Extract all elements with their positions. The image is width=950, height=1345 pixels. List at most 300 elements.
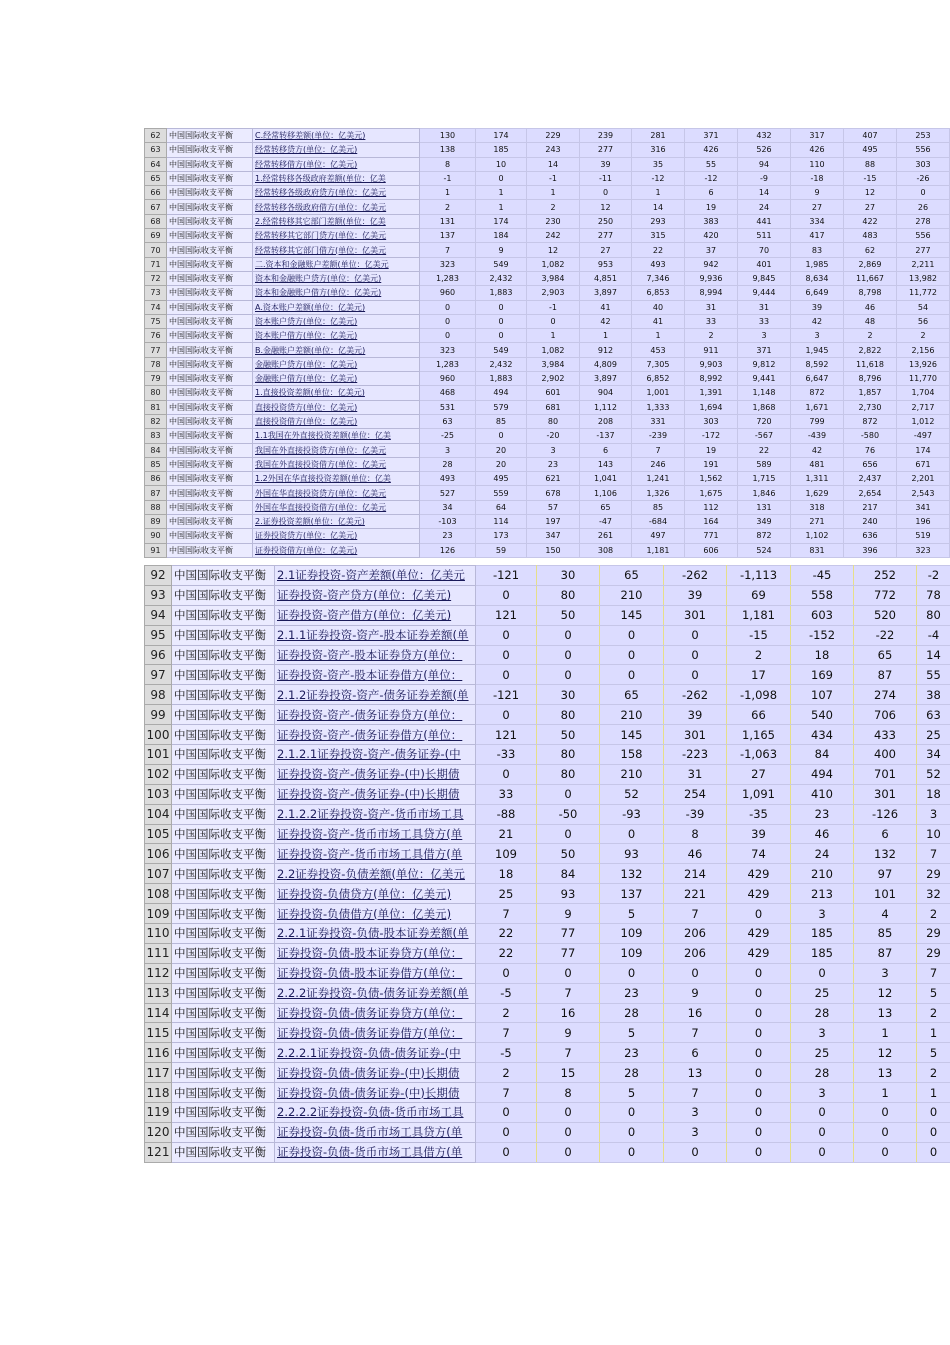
source-cell[interactable]: 中国国际收支平衡 — [167, 243, 253, 257]
source-cell[interactable]: 中国国际收支平衡 — [172, 784, 275, 804]
value-cell[interactable]: 531 — [420, 400, 476, 414]
indicator-link-cell[interactable]: 证券投资贷方(单位：亿美元) — [253, 529, 420, 543]
value-cell[interactable]: 308 — [580, 543, 632, 557]
value-cell[interactable]: 0 — [791, 1122, 854, 1142]
value-cell[interactable]: 31 — [738, 300, 791, 314]
value-cell[interactable]: 39 — [664, 585, 727, 605]
value-cell[interactable]: 701 — [854, 764, 917, 784]
value-cell[interactable]: 7,305 — [632, 357, 685, 371]
value-cell[interactable]: 101 — [854, 884, 917, 904]
value-cell[interactable]: 0 — [600, 1122, 664, 1142]
value-cell[interactable]: 7 — [420, 243, 476, 257]
value-cell[interactable]: 39 — [580, 157, 632, 171]
value-cell[interactable]: 3,984 — [527, 357, 580, 371]
row-number-header[interactable]: 66 — [145, 186, 167, 200]
value-cell[interactable]: 277 — [897, 243, 950, 257]
value-cell[interactable]: 84 — [537, 864, 600, 884]
source-cell[interactable]: 中国国际收支平衡 — [167, 286, 253, 300]
value-cell[interactable]: 6,649 — [791, 286, 844, 300]
value-cell[interactable]: 621 — [527, 472, 580, 486]
value-cell[interactable]: 2 — [476, 1063, 537, 1083]
value-cell[interactable]: 22 — [476, 924, 537, 944]
value-cell[interactable]: 8 — [420, 157, 476, 171]
value-cell[interactable]: 261 — [580, 529, 632, 543]
value-cell[interactable]: 277 — [580, 143, 632, 157]
value-cell[interactable]: 606 — [685, 543, 738, 557]
value-cell[interactable]: 0 — [537, 963, 600, 983]
row-number-header[interactable]: 63 — [145, 143, 167, 157]
row-number-header[interactable]: 78 — [145, 357, 167, 371]
value-cell[interactable]: 230 — [527, 214, 580, 228]
value-cell[interactable]: 62 — [844, 243, 897, 257]
value-cell[interactable]: 33 — [738, 314, 791, 328]
value-cell[interactable]: 303 — [685, 414, 738, 428]
value-cell[interactable]: 64 — [476, 500, 527, 514]
value-cell[interactable]: 953 — [580, 257, 632, 271]
value-cell[interactable]: 85 — [854, 924, 917, 944]
indicator-link-cell[interactable]: 经常转移借方(单位：亿美元) — [253, 157, 420, 171]
value-cell[interactable]: 579 — [476, 400, 527, 414]
value-cell[interactable]: 912 — [580, 343, 632, 357]
value-cell[interactable]: 0 — [791, 963, 854, 983]
source-cell[interactable]: 中国国际收支平衡 — [172, 764, 275, 784]
row-number-header[interactable]: 70 — [145, 243, 167, 257]
row-number-header[interactable]: 72 — [145, 271, 167, 285]
value-cell[interactable]: 138 — [420, 143, 476, 157]
value-cell[interactable]: 46 — [664, 844, 727, 864]
value-cell[interactable]: 18 — [791, 645, 854, 665]
row-number-header[interactable]: 92 — [145, 566, 172, 586]
value-cell[interactable]: 80 — [527, 414, 580, 428]
value-cell[interactable]: 1 — [527, 329, 580, 343]
value-cell[interactable]: 169 — [791, 665, 854, 685]
value-cell[interactable]: 315 — [632, 229, 685, 243]
value-cell[interactable]: 28 — [600, 1063, 664, 1083]
value-cell[interactable]: 80 — [917, 605, 950, 625]
value-cell[interactable]: 0 — [897, 186, 950, 200]
value-cell[interactable]: -1,098 — [727, 685, 791, 705]
value-cell[interactable]: -15 — [727, 625, 791, 645]
row-number-header[interactable]: 103 — [145, 784, 172, 804]
value-cell[interactable]: 1,082 — [527, 343, 580, 357]
value-cell[interactable]: 184 — [476, 229, 527, 243]
value-cell[interactable]: 601 — [527, 386, 580, 400]
value-cell[interactable]: 671 — [897, 457, 950, 471]
value-cell[interactable]: 13 — [854, 1003, 917, 1023]
row-number-header[interactable]: 84 — [145, 443, 167, 457]
value-cell[interactable]: 1,311 — [791, 472, 844, 486]
value-cell[interactable]: 0 — [420, 329, 476, 343]
value-cell[interactable]: 429 — [727, 884, 791, 904]
value-cell[interactable]: 2,432 — [476, 357, 527, 371]
value-cell[interactable]: 6 — [854, 824, 917, 844]
value-cell[interactable]: 27 — [580, 243, 632, 257]
row-number-header[interactable]: 91 — [145, 543, 167, 557]
value-cell[interactable]: 112 — [685, 500, 738, 514]
source-cell[interactable]: 中国国际收支平衡 — [167, 314, 253, 328]
value-cell[interactable]: 678 — [527, 486, 580, 500]
value-cell[interactable]: 2,432 — [476, 271, 527, 285]
value-cell[interactable]: 274 — [854, 685, 917, 705]
value-cell[interactable]: 559 — [476, 486, 527, 500]
value-cell[interactable]: 70 — [738, 243, 791, 257]
indicator-link-cell[interactable]: 1.直接投资差额(单位：亿美元) — [253, 386, 420, 400]
value-cell[interactable]: 396 — [844, 543, 897, 557]
value-cell[interactable]: 9,441 — [738, 372, 791, 386]
value-cell[interactable]: 2,156 — [897, 343, 950, 357]
value-cell[interactable]: 2 — [897, 329, 950, 343]
source-cell[interactable]: 中国国际收支平衡 — [172, 844, 275, 864]
value-cell[interactable]: 831 — [791, 543, 844, 557]
value-cell[interactable]: 3,897 — [580, 286, 632, 300]
value-cell[interactable]: 1,715 — [738, 472, 791, 486]
value-cell[interactable]: 7,346 — [632, 271, 685, 285]
value-cell[interactable]: 25 — [791, 1043, 854, 1063]
indicator-link-cell[interactable]: 经常转移其它部门借方(单位：亿美元 — [253, 243, 420, 257]
value-cell[interactable]: 483 — [844, 229, 897, 243]
value-cell[interactable]: 1,326 — [632, 486, 685, 500]
value-cell[interactable]: 19 — [685, 443, 738, 457]
value-cell[interactable]: -172 — [685, 429, 738, 443]
row-number-header[interactable]: 106 — [145, 844, 172, 864]
value-cell[interactable]: 27 — [727, 764, 791, 784]
value-cell[interactable]: 55 — [685, 157, 738, 171]
value-cell[interactable]: 317 — [791, 129, 844, 143]
value-cell[interactable]: 383 — [685, 214, 738, 228]
value-cell[interactable]: 126 — [420, 543, 476, 557]
value-cell[interactable]: 1 — [527, 186, 580, 200]
value-cell[interactable]: 0 — [727, 1043, 791, 1063]
indicator-link-cell[interactable]: 证券投资-负债-债务证券-(中)长期债 — [275, 1083, 476, 1103]
value-cell[interactable]: 1 — [476, 186, 527, 200]
value-cell[interactable]: 30 — [537, 685, 600, 705]
row-number-header[interactable]: 88 — [145, 500, 167, 514]
value-cell[interactable]: 12 — [580, 200, 632, 214]
value-cell[interactable]: 0 — [727, 1063, 791, 1083]
value-cell[interactable]: 150 — [527, 543, 580, 557]
value-cell[interactable]: 0 — [476, 625, 537, 645]
value-cell[interactable]: -12 — [685, 171, 738, 185]
indicator-link-cell[interactable]: 证券投资-负债-债务证券-(中)长期债 — [275, 1063, 476, 1083]
row-number-header[interactable]: 115 — [145, 1023, 172, 1043]
value-cell[interactable]: 30 — [537, 566, 600, 586]
value-cell[interactable]: 1,165 — [727, 725, 791, 745]
value-cell[interactable]: 173 — [476, 529, 527, 543]
indicator-link-cell[interactable]: 证券投资-负债贷方(单位：亿美元) — [275, 884, 476, 904]
indicator-link-cell[interactable]: 2.经常转移其它部门差额(单位：亿美 — [253, 214, 420, 228]
value-cell[interactable]: 7 — [537, 983, 600, 1003]
row-number-header[interactable]: 94 — [145, 605, 172, 625]
value-cell[interactable]: 3,897 — [580, 372, 632, 386]
value-cell[interactable]: 1,001 — [632, 386, 685, 400]
indicator-link-cell[interactable]: 外国在华直接投资借方(单位：亿美元 — [253, 500, 420, 514]
value-cell[interactable]: 549 — [476, 257, 527, 271]
value-cell[interactable]: 0 — [600, 824, 664, 844]
indicator-link-cell[interactable]: 经常转移各级政府借方(单位：亿美元 — [253, 200, 420, 214]
value-cell[interactable]: 433 — [854, 725, 917, 745]
value-cell[interactable]: 0 — [727, 1122, 791, 1142]
value-cell[interactable]: 511 — [738, 229, 791, 243]
value-cell[interactable]: 46 — [791, 824, 854, 844]
value-cell[interactable]: 210 — [600, 705, 664, 725]
value-cell[interactable]: 494 — [791, 764, 854, 784]
value-cell[interactable]: 371 — [738, 343, 791, 357]
value-cell[interactable]: 93 — [537, 884, 600, 904]
value-cell[interactable]: -12 — [632, 171, 685, 185]
value-cell[interactable]: -439 — [791, 429, 844, 443]
source-cell[interactable]: 中国国际收支平衡 — [172, 625, 275, 645]
value-cell[interactable]: 872 — [738, 529, 791, 543]
value-cell[interactable]: -50 — [537, 804, 600, 824]
value-cell[interactable]: 0 — [476, 171, 527, 185]
value-cell[interactable]: -1,113 — [727, 566, 791, 586]
value-cell[interactable]: 3 — [854, 963, 917, 983]
value-cell[interactable]: 681 — [527, 400, 580, 414]
value-cell[interactable]: 540 — [791, 705, 854, 725]
value-cell[interactable]: 1,091 — [727, 784, 791, 804]
indicator-link-cell[interactable]: 证券投资-资产-债务证券-(中)长期债 — [275, 764, 476, 784]
row-number-header[interactable]: 111 — [145, 943, 172, 963]
value-cell[interactable]: 66 — [727, 705, 791, 725]
value-cell[interactable]: 429 — [727, 943, 791, 963]
row-number-header[interactable]: 77 — [145, 343, 167, 357]
value-cell[interactable]: 0 — [727, 963, 791, 983]
row-number-header[interactable]: 80 — [145, 386, 167, 400]
value-cell[interactable]: 3,984 — [527, 271, 580, 285]
value-cell[interactable]: 0 — [727, 1003, 791, 1023]
value-cell[interactable]: 25 — [917, 725, 950, 745]
value-cell[interactable]: 5 — [917, 1043, 950, 1063]
value-cell[interactable]: 20 — [476, 457, 527, 471]
value-cell[interactable]: 18 — [917, 784, 950, 804]
value-cell[interactable]: 0 — [420, 300, 476, 314]
value-cell[interactable]: 0 — [664, 665, 727, 685]
value-cell[interactable]: 278 — [897, 214, 950, 228]
indicator-link-cell[interactable]: 证券投资-负债-债务证券贷方(单位： — [275, 1003, 476, 1023]
value-cell[interactable]: -262 — [664, 566, 727, 586]
value-cell[interactable]: 872 — [791, 386, 844, 400]
value-cell[interactable]: 0 — [537, 645, 600, 665]
value-cell[interactable]: 24 — [791, 844, 854, 864]
value-cell[interactable]: 720 — [738, 414, 791, 428]
source-cell[interactable]: 中国国际收支平衡 — [172, 585, 275, 605]
value-cell[interactable]: 210 — [600, 585, 664, 605]
source-cell[interactable]: 中国国际收支平衡 — [167, 443, 253, 457]
value-cell[interactable]: 137 — [600, 884, 664, 904]
row-number-header[interactable]: 93 — [145, 585, 172, 605]
value-cell[interactable]: 347 — [527, 529, 580, 543]
value-cell[interactable]: 191 — [685, 457, 738, 471]
row-number-header[interactable]: 116 — [145, 1043, 172, 1063]
value-cell[interactable]: 2 — [685, 329, 738, 343]
indicator-link-cell[interactable]: 2.证券投资差额(单位：亿美元) — [253, 515, 420, 529]
value-cell[interactable]: 401 — [738, 257, 791, 271]
value-cell[interactable]: 5 — [600, 904, 664, 924]
value-cell[interactable]: -684 — [632, 515, 685, 529]
value-cell[interactable]: 520 — [854, 605, 917, 625]
source-cell[interactable]: 中国国际收支平衡 — [167, 400, 253, 414]
row-number-header[interactable]: 81 — [145, 400, 167, 414]
value-cell[interactable]: 84 — [791, 745, 854, 765]
value-cell[interactable]: 0 — [476, 705, 537, 725]
value-cell[interactable]: 341 — [897, 500, 950, 514]
source-cell[interactable]: 中国国际收支平衡 — [167, 129, 253, 143]
source-cell[interactable]: 中国国际收支平衡 — [167, 300, 253, 314]
source-cell[interactable]: 中国国际收支平衡 — [167, 329, 253, 343]
value-cell[interactable]: 0 — [476, 300, 527, 314]
source-cell[interactable]: 中国国际收支平衡 — [172, 924, 275, 944]
indicator-link-cell[interactable]: 证券投资-资产-货币市场工具借方(单 — [275, 844, 476, 864]
indicator-link-cell[interactable]: 证券投资-负债-货币市场工具借方(单 — [275, 1142, 476, 1162]
value-cell[interactable]: 1 — [420, 186, 476, 200]
value-cell[interactable]: 110 — [791, 157, 844, 171]
value-cell[interactable]: 83 — [791, 243, 844, 257]
value-cell[interactable]: 22 — [632, 243, 685, 257]
indicator-link-cell[interactable]: 证券投资-负债-债务证券借方(单位： — [275, 1023, 476, 1043]
value-cell[interactable]: 0 — [476, 665, 537, 685]
value-cell[interactable]: 28 — [791, 1063, 854, 1083]
value-cell[interactable]: 254 — [664, 784, 727, 804]
value-cell[interactable]: 97 — [854, 864, 917, 884]
value-cell[interactable]: 1 — [917, 1083, 950, 1103]
value-cell[interactable]: 174 — [476, 214, 527, 228]
value-cell[interactable]: 1 — [580, 329, 632, 343]
value-cell[interactable]: 80 — [537, 745, 600, 765]
value-cell[interactable]: 8,592 — [791, 357, 844, 371]
value-cell[interactable]: 0 — [727, 1142, 791, 1162]
row-number-header[interactable]: 121 — [145, 1142, 172, 1162]
value-cell[interactable]: -39 — [664, 804, 727, 824]
indicator-link-cell[interactable]: C.经常转移差额(单位：亿美元) — [253, 129, 420, 143]
value-cell[interactable]: 0 — [476, 963, 537, 983]
indicator-link-cell[interactable]: 2.2.2.1证券投资-负债-债务证券-(中 — [275, 1043, 476, 1063]
value-cell[interactable]: 35 — [632, 157, 685, 171]
value-cell[interactable]: 1 — [476, 200, 527, 214]
row-number-header[interactable]: 107 — [145, 864, 172, 884]
value-cell[interactable]: -239 — [632, 429, 685, 443]
value-cell[interactable]: 0 — [476, 314, 527, 328]
value-cell[interactable]: 1,391 — [685, 386, 738, 400]
value-cell[interactable]: 942 — [685, 257, 738, 271]
value-cell[interactable]: -22 — [854, 625, 917, 645]
value-cell[interactable]: 429 — [727, 864, 791, 884]
value-cell[interactable]: 214 — [664, 864, 727, 884]
value-cell[interactable]: -20 — [527, 429, 580, 443]
value-cell[interactable]: 0 — [791, 1103, 854, 1123]
value-cell[interactable]: 558 — [791, 585, 854, 605]
value-cell[interactable]: 246 — [632, 457, 685, 471]
row-number-header[interactable]: 108 — [145, 884, 172, 904]
value-cell[interactable]: 318 — [791, 500, 844, 514]
value-cell[interactable]: 0 — [527, 314, 580, 328]
value-cell[interactable]: 210 — [600, 764, 664, 784]
row-number-header[interactable]: 100 — [145, 725, 172, 745]
value-cell[interactable]: 960 — [420, 286, 476, 300]
value-cell[interactable]: 0 — [580, 186, 632, 200]
value-cell[interactable]: 208 — [580, 414, 632, 428]
value-cell[interactable]: 143 — [580, 457, 632, 471]
row-number-header[interactable]: 90 — [145, 529, 167, 543]
value-cell[interactable]: 114 — [476, 515, 527, 529]
value-cell[interactable]: 0 — [791, 1142, 854, 1162]
value-cell[interactable]: 1,694 — [685, 400, 738, 414]
value-cell[interactable]: 481 — [791, 457, 844, 471]
value-cell[interactable]: 400 — [854, 745, 917, 765]
value-cell[interactable]: 8,798 — [844, 286, 897, 300]
indicator-link-cell[interactable]: 2.1证券投资-资产差额(单位：亿美元 — [275, 566, 476, 586]
value-cell[interactable]: 527 — [420, 486, 476, 500]
value-cell[interactable]: 4 — [854, 904, 917, 924]
value-cell[interactable]: 239 — [580, 129, 632, 143]
row-number-header[interactable]: 98 — [145, 685, 172, 705]
row-number-header[interactable]: 87 — [145, 486, 167, 500]
value-cell[interactable]: 0 — [476, 329, 527, 343]
value-cell[interactable]: -18 — [791, 171, 844, 185]
value-cell[interactable]: 50 — [537, 844, 600, 864]
value-cell[interactable]: 323 — [420, 343, 476, 357]
value-cell[interactable]: 8,634 — [791, 271, 844, 285]
value-cell[interactable]: 0 — [537, 1122, 600, 1142]
value-cell[interactable]: 37 — [685, 243, 738, 257]
source-cell[interactable]: 中国国际收支平衡 — [172, 1142, 275, 1162]
row-number-header[interactable]: 97 — [145, 665, 172, 685]
source-cell[interactable]: 中国国际收支平衡 — [167, 214, 253, 228]
row-number-header[interactable]: 120 — [145, 1122, 172, 1142]
value-cell[interactable]: 2,730 — [844, 400, 897, 414]
value-cell[interactable]: -2 — [917, 566, 950, 586]
value-cell[interactable]: 281 — [632, 129, 685, 143]
value-cell[interactable]: 196 — [897, 515, 950, 529]
value-cell[interactable]: 1,883 — [476, 286, 527, 300]
value-cell[interactable]: 7 — [664, 1083, 727, 1103]
value-cell[interactable]: 27 — [791, 200, 844, 214]
value-cell[interactable]: 56 — [897, 314, 950, 328]
indicator-link-cell[interactable]: 2.2.2.2证券投资-负债-货币市场工具 — [275, 1103, 476, 1123]
value-cell[interactable]: 87 — [854, 665, 917, 685]
value-cell[interactable]: -11 — [580, 171, 632, 185]
value-cell[interactable]: -121 — [476, 685, 537, 705]
source-cell[interactable]: 中国国际收支平衡 — [167, 343, 253, 357]
value-cell[interactable]: 3 — [664, 1103, 727, 1123]
source-cell[interactable]: 中国国际收支平衡 — [172, 1063, 275, 1083]
source-cell[interactable]: 中国国际收支平衡 — [172, 705, 275, 725]
value-cell[interactable]: -45 — [791, 566, 854, 586]
value-cell[interactable]: -262 — [664, 685, 727, 705]
value-cell[interactable]: 2,437 — [844, 472, 897, 486]
value-cell[interactable]: 1,985 — [791, 257, 844, 271]
indicator-link-cell[interactable]: 直接投资贷方(单位：亿美元) — [253, 400, 420, 414]
value-cell[interactable]: 301 — [854, 784, 917, 804]
row-number-header[interactable]: 118 — [145, 1083, 172, 1103]
value-cell[interactable]: -5 — [476, 1043, 537, 1063]
value-cell[interactable]: 0 — [476, 1122, 537, 1142]
source-cell[interactable]: 中国国际收支平衡 — [167, 486, 253, 500]
row-number-header[interactable]: 114 — [145, 1003, 172, 1023]
value-cell[interactable]: 94 — [738, 157, 791, 171]
value-cell[interactable]: 12 — [844, 186, 897, 200]
source-cell[interactable]: 中国国际收支平衡 — [167, 529, 253, 543]
value-cell[interactable]: 85 — [632, 500, 685, 514]
value-cell[interactable]: -15 — [844, 171, 897, 185]
row-number-header[interactable]: 85 — [145, 457, 167, 471]
value-cell[interactable]: 0 — [727, 1103, 791, 1123]
value-cell[interactable]: 69 — [727, 585, 791, 605]
value-cell[interactable]: 39 — [664, 705, 727, 725]
value-cell[interactable]: -103 — [420, 515, 476, 529]
source-cell[interactable]: 中国国际收支平衡 — [167, 229, 253, 243]
value-cell[interactable]: 1,106 — [580, 486, 632, 500]
value-cell[interactable]: 8 — [664, 824, 727, 844]
